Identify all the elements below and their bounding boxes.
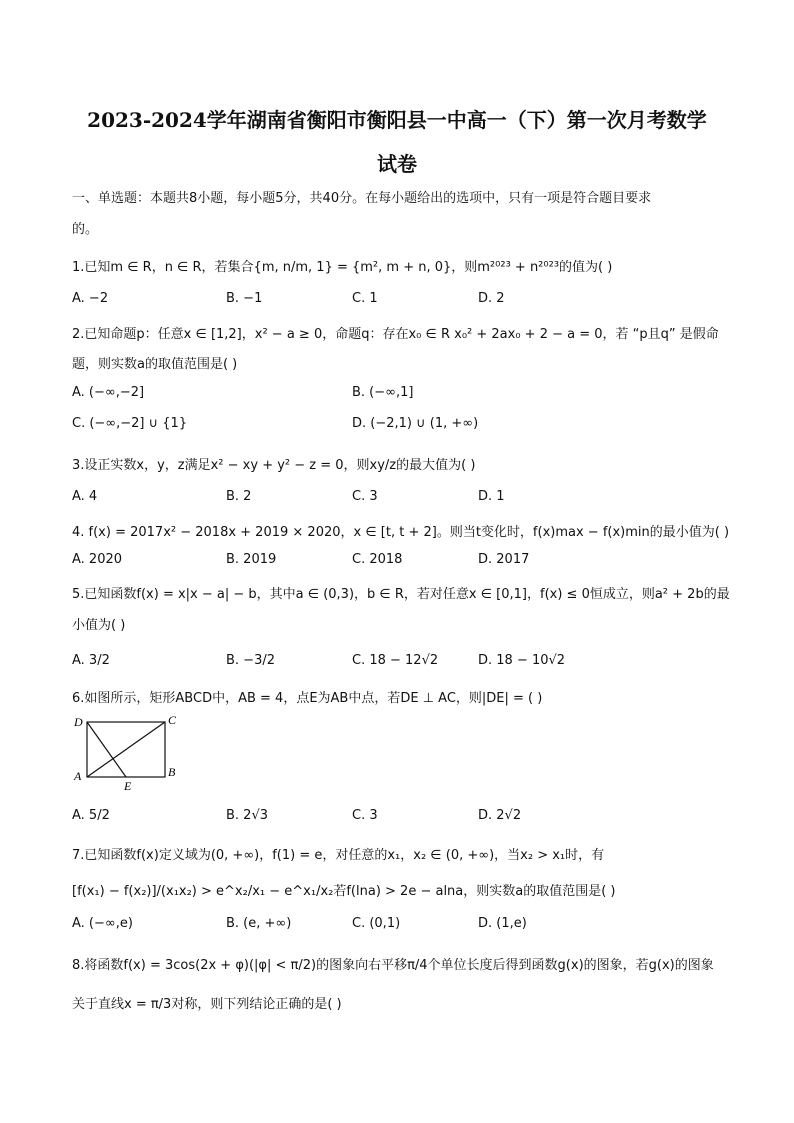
q3-option-b: B. 2 <box>226 489 252 504</box>
question-5-stem: 5.已知函数f(x) = x|x − a| − b，其中a ∈ (0,3)，b ∈ R，若对任意x ∈ [0,1]，f(x) ≤ 0恒成立，则a² + 2b的最 <box>72 587 730 602</box>
q7-option-a: A. (−∞,e) <box>72 916 133 931</box>
question-6-stem: 6.如图所示，矩形ABCD中，AB = 4，点E为AB中点，若DE ⊥ AC，则|DE| = ( ) <box>72 691 543 706</box>
q4-option-c: C. 2018 <box>352 552 403 567</box>
q7-option-b: B. (e, +∞) <box>226 916 292 931</box>
q2-option-c: C. (−∞,−2] ∪ {1} <box>72 416 188 431</box>
label-d: D <box>74 715 83 729</box>
question-7-stem: 7.已知函数f(x)定义域为(0, +∞)，f(1) = e，对任意的x₁，x₂ ∈ (0, +∞)，当x₂ > x₁时，有 <box>72 848 605 863</box>
q5-option-b: B. −3/2 <box>226 653 275 668</box>
q1-option-a: A. −2 <box>72 291 109 306</box>
question-2-stem: 2.已知命题p：任意x ∈ [1,2]，x² − a ≥ 0，命题q：存在x₀ ∈ R x₀² + 2ax₀ + 2 − a = 0，若 “p且q” 是假命 <box>72 327 719 342</box>
label-a: A <box>74 769 82 783</box>
q3-option-c: C. 3 <box>352 489 378 504</box>
q4-option-d: D. 2017 <box>478 552 530 567</box>
document-title-line-2: 试卷 <box>377 152 417 176</box>
question-3-stem: 3.设正实数x，y，z满足x² − xy + y² − z = 0，则xy/z的最大值为( ) <box>72 458 476 473</box>
q6-option-c: C. 3 <box>352 808 378 823</box>
question-7-stem-cont: [f(x₁) − f(x₂)]/(x₁x₂) > e^x₂/x₁ − e^x₁/x₂若f(lna) > 2e − alna，则实数a的取值范围是( ) <box>72 884 616 899</box>
q5-option-d: D. 18 − 10√2 <box>478 653 566 668</box>
q4-option-a: A. 2020 <box>72 552 123 567</box>
q6-option-b: B. 2√3 <box>226 808 269 823</box>
q5-option-a: A. 3/2 <box>72 653 110 668</box>
question-2-stem-cont: 题，则实数a的取值范围是( ) <box>72 357 238 372</box>
q2-option-a: A. (−∞,−2] <box>72 385 145 400</box>
q1-option-b: B. −1 <box>226 291 263 306</box>
q5-option-c: C. 18 − 12√2 <box>352 653 439 668</box>
q1-option-c: C. 1 <box>352 291 378 306</box>
q3-option-a: A. 4 <box>72 489 98 504</box>
label-e: E <box>124 779 132 792</box>
q4-option-b: B. 2019 <box>226 552 277 567</box>
rectangle-abcd-figure <box>72 712 187 792</box>
question-8-stem: 8.将函数f(x) = 3cos(2x + φ)(|φ| < π/2)的图象向右平移π/4个单位长度后得到函数g(x)的图象，若g(x)的图象 <box>72 958 714 973</box>
label-b: B <box>168 765 176 779</box>
q6-option-d: D. 2√2 <box>478 808 522 823</box>
question-8-stem-cont: 关于直线x = π/3对称，则下列结论正确的是( ) <box>72 997 342 1012</box>
q1-option-d: D. 2 <box>478 291 505 306</box>
document-title-line-1: 2023-2024学年湖南省衡阳市衡阳县一中高一（下）第一次月考数学 <box>87 108 707 132</box>
question-5-stem-cont: 小值为( ) <box>72 618 126 633</box>
question-4-stem: 4. f(x) = 2017x² − 2018x + 2019 × 2020，x ∈ [t, t + 2]。则当t变化时，f(x)max − f(x)min的最小值为( ) <box>72 525 730 540</box>
q7-option-d: D. (1,e) <box>478 916 527 931</box>
diagonal-ac <box>87 722 165 777</box>
label-c: C <box>168 713 177 727</box>
q2-option-b: B. (−∞,1] <box>352 385 414 400</box>
section-heading: 一、单选题：本题共8小题，每小题5分，共40分。在每小题给出的选项中，只有一项是符合题目要求 <box>72 191 652 206</box>
q3-option-d: D. 1 <box>478 489 505 504</box>
q7-option-c: C. (0,1) <box>352 916 401 931</box>
q6-option-a: A. 5/2 <box>72 808 110 823</box>
question-1-stem: 1.已知m ∈ R，n ∈ R，若集合{m, n/m, 1} = {m², m + n, 0}，则m²⁰²³ + n²⁰²³的值为( ) <box>72 260 613 275</box>
q2-option-d: D. (−2,1) ∪ (1, +∞) <box>352 416 479 431</box>
section-heading-cont: 的。 <box>72 222 99 237</box>
segment-de <box>87 722 126 777</box>
